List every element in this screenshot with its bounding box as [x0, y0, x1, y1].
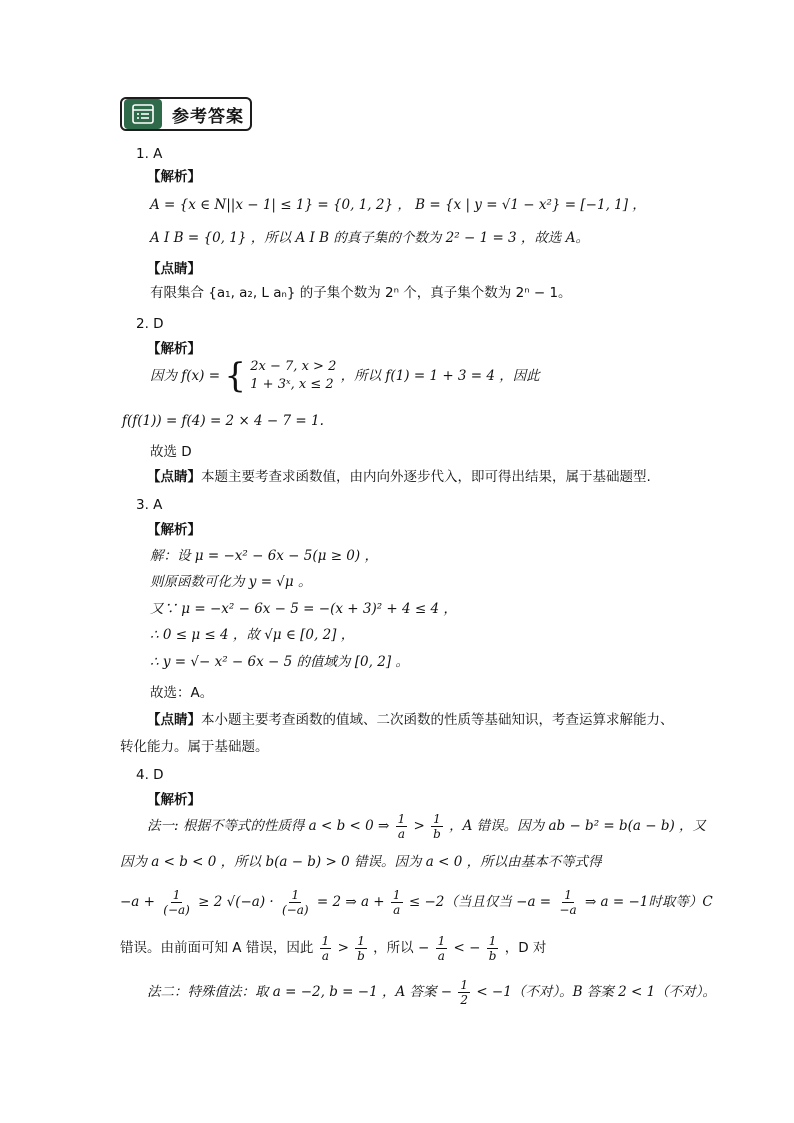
q4-frac7 [320, 934, 332, 963]
q4-frac9 [436, 934, 448, 963]
q1-note: 有限集合 {a₁, a₂, L aₙ} 的子集个数为 2ⁿ 个，真子集个数为 2ⁿ − 1。 [150, 285, 572, 301]
q4-frac7-num: 1 [321, 933, 330, 948]
q1-analysis-tag: 【解析】 [147, 169, 201, 185]
q4-gt2: > [337, 940, 349, 956]
q3-line2: 则原函数可化为 y = √μ 。 [150, 574, 312, 590]
q4-frac2-num: 1 [433, 811, 441, 826]
q4-l4b: ，所以 − [373, 940, 430, 956]
q4-line5 [147, 974, 716, 1010]
q4-analysis-tag: 【解析】 [147, 792, 201, 808]
q4-line2: 因为 a < b < 0 ，所以 b(a − b) > 0 错误。因为 a < 0 ，所以由基本不等式得 [120, 854, 602, 870]
q4-frac9-num: 1 [437, 933, 446, 948]
q4-frac5 [391, 888, 403, 917]
q4-l4c: ，D 对 [504, 940, 547, 956]
q4-line1 [147, 808, 706, 844]
q4-frac3-den: (−a) [163, 902, 190, 917]
q3-line5: ∴ y = √− x² − 6x − 5 的值域为 [0, 2] 。 [150, 654, 409, 670]
q2-line2: f(f(1)) = f(4) = 2 × 4 − 7 = 1. [122, 413, 324, 429]
answer-header [120, 97, 252, 131]
q4-l3d: ≤ −2（当且仅当 −a = [408, 894, 552, 910]
q4-l3b: ≥ 2 √(−a) · [198, 894, 274, 910]
answer-title: 参考答案 [172, 106, 244, 127]
q4-line3 [120, 884, 713, 920]
list-check-icon [124, 99, 162, 129]
q2-choice: 故选 D [150, 444, 192, 460]
q4-frac10-den: b [488, 948, 497, 963]
q1-number: 1. A [136, 146, 163, 162]
q2-case2: 1 + 3ˣ, x ≤ 2 [250, 377, 334, 392]
q4-frac11 [458, 978, 470, 1007]
q4-frac8-num: 1 [357, 933, 365, 948]
q1-line2: A I B = {0, 1} ，所以 A I B 的真子集的个数为 2² − 1 = 3 ，故选 A。 [150, 230, 589, 246]
q4-frac2 [431, 812, 443, 841]
q2-brace: { [224, 356, 246, 396]
q4-line4 [120, 930, 546, 966]
q2-cases [250, 358, 336, 394]
q4-frac10-num: 1 [488, 933, 497, 948]
q4-l3e: ⇒ a = −1时取等）C [584, 894, 713, 910]
q4-frac1 [396, 812, 408, 841]
q4-frac8 [355, 934, 367, 963]
q2-line1-suffix: ，所以 f(1) = 1 + 3 = 4 ，因此 [340, 368, 540, 384]
q4-frac6 [557, 888, 578, 917]
q4-frac6-den: −a [559, 902, 577, 917]
q4-frac1-num: 1 [397, 811, 406, 826]
q3-note2: 转化能力。属于基础题。 [120, 739, 269, 755]
q4-frac11-den: 2 [460, 992, 469, 1007]
q3-note-tag: 【点睛】 [147, 712, 201, 728]
q3-line4: ∴ 0 ≤ μ ≤ 4 ，故 √μ ∈ [0, 2] ， [150, 627, 355, 643]
q2-line1-prefix: 因为 f(x) = [150, 368, 221, 384]
q4-frac2-den: b [433, 826, 441, 841]
q2-note [147, 467, 651, 487]
q4-l1a: 法一: 根据不等式的性质得 a < b < 0 ⇒ [147, 818, 390, 834]
q3-note1-text: 本小题主要考查函数的值域、二次函数的性质等基础知识，考查运算求解能力、 [201, 712, 674, 728]
q2-line1 [150, 356, 540, 396]
q2-number: 2. D [136, 316, 164, 332]
q4-frac1-den: a [397, 826, 405, 841]
q3-line1: 解：设 μ = −x² − 6x − 5(μ ≥ 0) ， [150, 548, 378, 564]
q4-frac10 [487, 934, 499, 963]
q3-number: 3. A [136, 497, 163, 513]
q2-case1: 2x − 7, x > 2 [250, 359, 337, 374]
q4-number: 4. D [136, 767, 164, 783]
q4-gt: > [413, 818, 425, 834]
q4-frac4-den: (−a) [282, 902, 309, 917]
q4-frac3 [161, 888, 192, 917]
q4-frac6-num: 1 [564, 887, 572, 902]
q4-l3a: −a + [120, 894, 155, 910]
q4-frac5-den: a [393, 902, 401, 917]
q4-l1b: ，A 错误。因为 ab − b² = b(a − b) ，又 [449, 818, 707, 834]
q3-choice: 故选：A。 [150, 685, 214, 701]
q1-line1: A = {x ∈ N||x − 1| ≤ 1} = {0, 1, 2} ， B = {x | y = √1 − x²} = [−1, 1] ， [150, 197, 646, 213]
q4-l3c: = 2 ⇒ a + [316, 894, 385, 910]
q3-note1 [147, 710, 674, 730]
q4-frac4-num: 1 [291, 887, 300, 902]
q2-analysis-tag: 【解析】 [147, 341, 201, 357]
q4-frac3-num: 1 [172, 887, 181, 902]
q3-analysis-tag: 【解析】 [147, 522, 201, 538]
q4-lt: < − [453, 940, 481, 956]
q4-frac5-num: 1 [392, 887, 401, 902]
q4-frac8-den: b [357, 948, 365, 963]
q2-note-text: 本题主要考查求函数值，由内向外逐步代入，即可得出结果，属于基础题型. [201, 469, 651, 485]
q4-frac9-den: a [437, 948, 445, 963]
q4-l5b: < −1（不对）。B 答案 2 < 1（不对）。 [476, 984, 716, 1000]
q3-line3: 又∵ μ = −x² − 6x − 5 = −(x + 3)² + 4 ≤ 4 ， [150, 601, 457, 617]
q4-l4a: 错误。由前面可知 A 错误，因此 [120, 940, 314, 956]
q4-frac7-den: a [321, 948, 330, 963]
q4-frac11-num: 1 [460, 977, 469, 992]
q4-l5a: 法二：特殊值法：取 a = −2, b = −1 ，A 答案 − [147, 984, 453, 1000]
q2-note-tag: 【点睛】 [147, 469, 201, 485]
q4-frac4 [280, 888, 311, 917]
q1-note-tag: 【点睛】 [147, 261, 201, 277]
